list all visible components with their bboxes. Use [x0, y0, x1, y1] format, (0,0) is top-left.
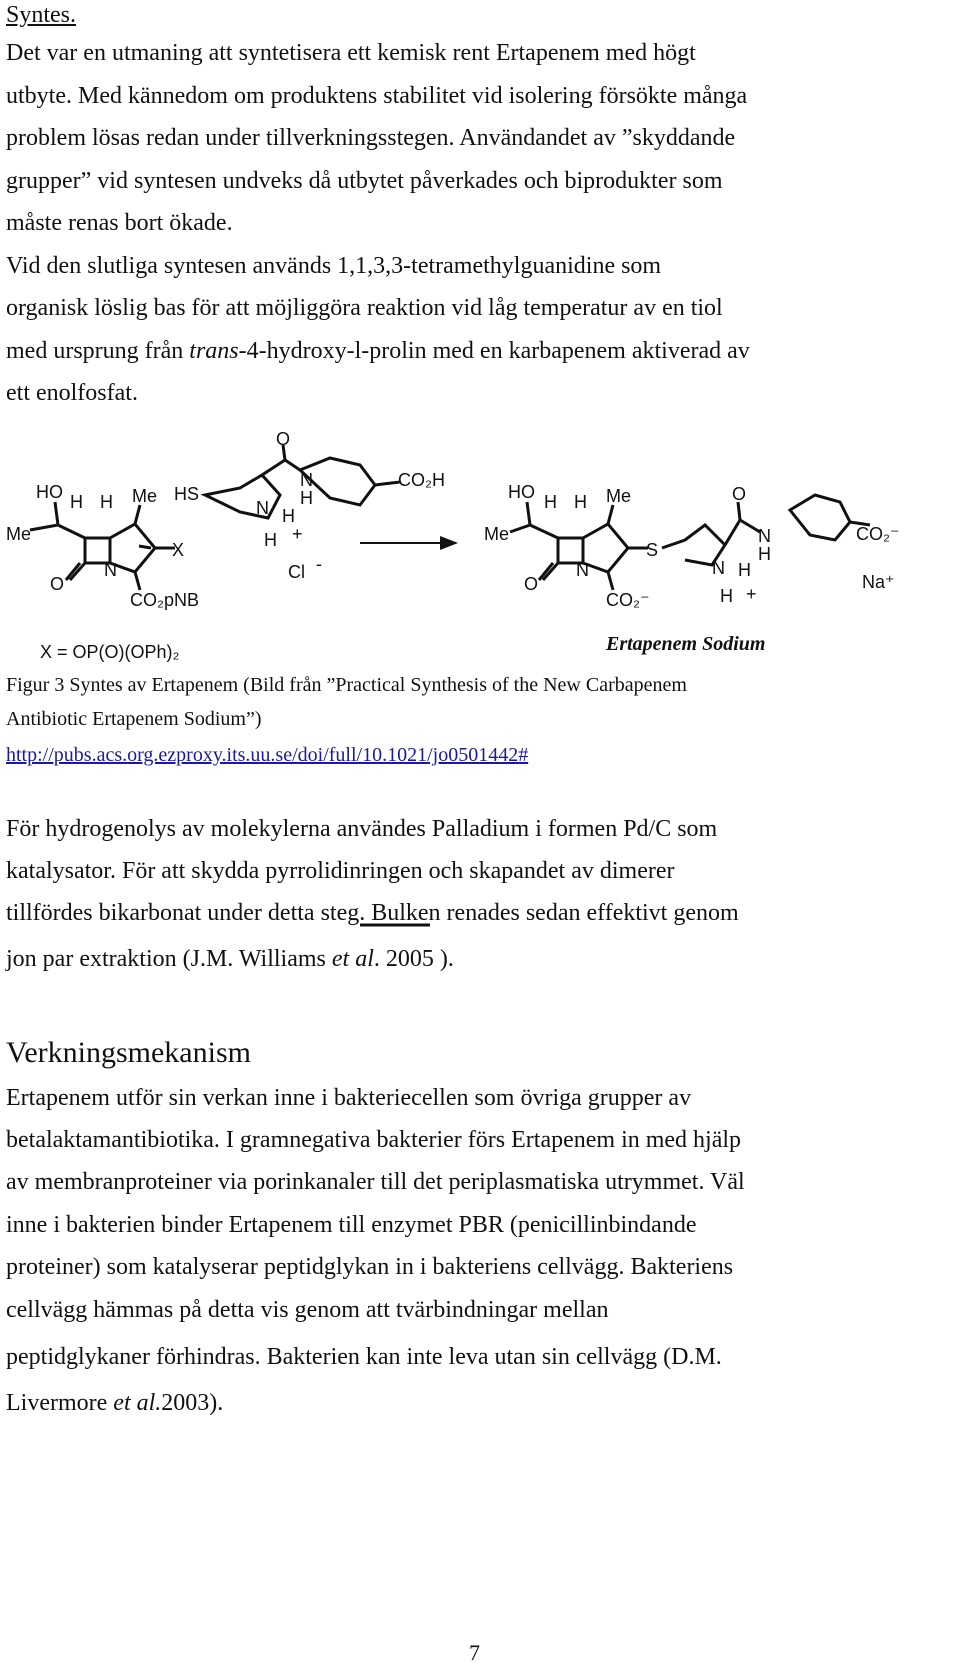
atom-label: Me [606, 486, 632, 506]
atom-label: HS [174, 484, 200, 504]
paragraph-line: tillfördes bikarbonat under detta steg. Bulken renades sedan effektivt genom [6, 900, 739, 926]
paragraph-line: problem lösas redan under tillverkningsstegen. Användandet av ”skyddande [6, 125, 736, 151]
product-bonds [510, 495, 870, 590]
atom-label: H [720, 586, 733, 606]
atom-label: S [646, 540, 659, 560]
paragraph-line: organisk löslig bas för att möjliggöra reaktion vid låg temperatur av en tiol [6, 295, 723, 321]
figure-caption-line: Antibiotic Ertapenem Sodium”) [6, 708, 262, 730]
paragraph-line: katalysator. För att skydda pyrrolidinringen och skapandet av dimerer [6, 858, 675, 884]
atom-label: Na⁺ [862, 572, 895, 592]
atom-label: N [712, 558, 725, 578]
figure-source-link[interactable]: http://pubs.acs.org.ezproxy.its.uu.se/doi/full/10.1021/jo0501442# [6, 744, 529, 766]
atom-label: - [316, 554, 322, 574]
atom-label: H [544, 492, 557, 512]
atom-label: CO₂pNB [130, 590, 200, 610]
text-span: med ursprung från [6, 338, 190, 364]
atom-label: N [758, 526, 771, 546]
atom-label: O [524, 574, 539, 594]
atom-label: CO₂H [398, 470, 445, 490]
atom-label: O [50, 574, 65, 594]
italic-span: trans [189, 338, 239, 364]
atom-label: H [758, 544, 771, 564]
italic-span: et al [331, 946, 374, 972]
paragraph-line: Ertapenem utför sin verkan inne i bakteriecellen som övriga grupper av [6, 1085, 692, 1111]
atom-label: CO₂⁻ [856, 524, 900, 544]
paragraph-line [6, 1388, 223, 1418]
text-span: . 2005 ). [373, 946, 454, 972]
paragraph-line: måste renas bort ökade. [6, 210, 233, 236]
section-heading: Verkningsmekanism [6, 1036, 251, 1069]
atom-label: H [70, 492, 83, 512]
atom-label: X [172, 540, 185, 560]
atom-label: + [292, 524, 303, 544]
starting-carbapenem-labels [6, 482, 199, 610]
reaction-arrow [360, 536, 458, 550]
atom-label: H [264, 530, 277, 550]
atom-label: O [276, 429, 291, 449]
paragraph-line: av membranproteiner via porinkanaler till det periplasmatiska utrymmet. Väl [6, 1169, 745, 1195]
paragraph-line: Vid den slutliga syntesen används 1,1,3,3-tetramethylguanidine som [6, 253, 662, 279]
text-span: jon par extraktion (J.M. Williams [6, 946, 332, 972]
atom-label: H [574, 492, 587, 512]
paragraph-line: inne i bakterien binder Ertapenem till enzymet PBR (penicillinbindande [6, 1212, 697, 1238]
paragraph-line: betalaktamantibiotika. I gramnegativa bakterier förs Ertapenem in med hjälp [6, 1127, 742, 1153]
atom-label: Me [484, 524, 510, 544]
atom-label: N [104, 560, 117, 580]
paragraph-line: cellvägg hämmas på detta vis genom att tvärbindningar mellan [6, 1297, 609, 1323]
atom-label: H [300, 488, 313, 508]
atom-label: HO [36, 482, 63, 502]
atom-label: HO [508, 482, 535, 502]
atom-label: N [300, 470, 313, 490]
paragraph-line: Det var en utmaning att syntetisera ett kemisk rent Ertapenem med högt [6, 40, 696, 66]
thiol-labels [174, 429, 445, 582]
atom-label: N [576, 560, 589, 580]
atom-label: N [256, 498, 269, 518]
text-span: 2003). [161, 1390, 224, 1416]
atom-label: Me [6, 524, 32, 544]
paragraph-line [6, 944, 454, 974]
product-name: Ertapenem Sodium [606, 633, 766, 655]
reaction-scheme [0, 429, 960, 680]
atom-label: H [738, 560, 751, 580]
paragraph-line: proteiner) som katalyserar peptidglykan in i bakteriens cellvägg. Bakteriens [6, 1254, 734, 1280]
paragraph-line: utbyte. Med kännedom om produktens stabilitet vid isolering försökte många [6, 83, 748, 109]
paragraph-line: För hydrogenolys av molekylerna användes Palladium i formen Pd/C som [6, 816, 718, 842]
page-number: 7 [469, 1640, 480, 1665]
atom-label: Cl [288, 562, 305, 582]
italic-span: et al. [113, 1390, 162, 1416]
atom-label: H [100, 492, 113, 512]
paragraph-line [6, 336, 750, 366]
atom-label: O [732, 484, 747, 504]
x-definition: X = OP(O)(OPh)₂ [40, 642, 180, 662]
atom-label: + [746, 584, 757, 604]
atom-label: Me [132, 486, 158, 506]
atom-label: H [282, 506, 295, 526]
section-title-syntes: Syntes. [6, 2, 77, 28]
atom-label: CO₂⁻ [606, 590, 650, 610]
paragraph-line: peptidglykaner förhindras. Bakterien kan inte leva utan sin cellvägg (D.M. [6, 1344, 722, 1370]
paragraph-line: grupper” vid syntesen undveks då utbytet påverkades och biprodukter som [6, 168, 723, 194]
text-span: Livermore [6, 1390, 114, 1416]
paragraph-line: ett enolfosfat. [6, 380, 138, 406]
figure-caption-line: Figur 3 Syntes av Ertapenem (Bild från ”Practical Synthesis of the New Carbapenem [6, 674, 687, 696]
text-span: -4-hydroxy-l-prolin med en karbapenem aktiverad av [238, 338, 750, 364]
